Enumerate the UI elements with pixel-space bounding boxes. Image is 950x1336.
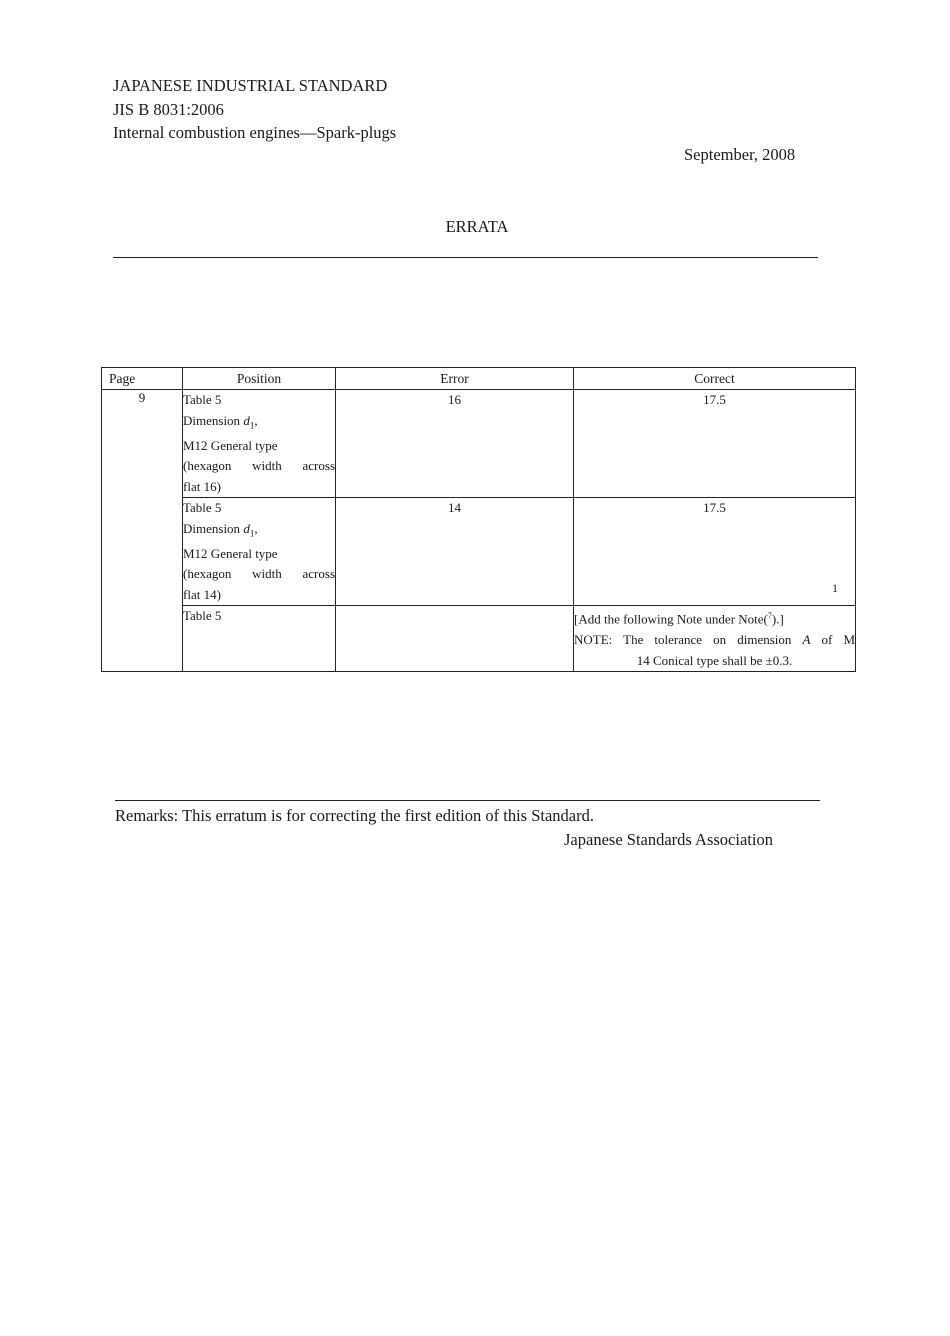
position-line: flat 16) <box>183 478 221 494</box>
correct-line: 14 Conical type shall be ±0.3. <box>636 652 793 668</box>
position-cell <box>183 606 336 672</box>
table-row <box>102 606 856 672</box>
column-header-position: Position <box>183 368 336 390</box>
page-number-cell: 9 <box>102 390 183 672</box>
page-title: ERRATA <box>445 217 509 236</box>
dimension-symbol: d <box>243 412 250 428</box>
table-header-row <box>102 368 856 390</box>
margin-mark: 1 <box>832 581 838 595</box>
remarks-text: Remarks: This erratum is for correcting the first edition of this Standard. <box>115 806 594 825</box>
standard-title: Internal combustion engines—Spark-plugs <box>113 123 397 142</box>
dimension-label: Dimension d <box>183 520 250 536</box>
divider-bottom <box>115 800 820 801</box>
position-line: Dimension $d_1$, <box>183 520 258 539</box>
position-line: Table 5 <box>183 608 222 624</box>
errata-table <box>101 367 856 672</box>
error-cell: 16 <box>336 390 574 498</box>
position-line: Dimension $d_1$, <box>183 412 258 431</box>
correct-cell <box>574 606 856 672</box>
dimension-label: Dimension d <box>183 412 250 428</box>
correct-line: NOTE: The tolerance on dimension A of M <box>574 632 855 648</box>
position-line: Table 5 <box>183 500 222 516</box>
position-line: flat 14) <box>183 586 221 602</box>
divider-top <box>113 257 818 258</box>
position-cell <box>183 390 336 498</box>
correct-cell: 17.5 <box>574 390 856 498</box>
dimension-subscript: 1 <box>249 528 255 539</box>
position-line: M12 General type <box>183 437 278 453</box>
column-header-page: Page <box>102 368 183 390</box>
header-line-1: JAPANESE INDUSTRIAL STANDARD <box>113 76 388 95</box>
error-cell: 14 <box>336 498 574 606</box>
table-row <box>102 390 856 498</box>
position-line: (hexagon width across <box>183 458 335 474</box>
issuing-organization: Japanese Standards Association <box>564 830 773 849</box>
dimension-symbol: d <box>243 520 250 536</box>
dimension-subscript: 1 <box>249 420 255 431</box>
correct-line: [Add the following Note under Note($^7$).] <box>574 611 784 627</box>
error-cell <box>336 606 574 672</box>
position-line: Table 5 <box>183 392 222 407</box>
position-line: (hexagon width across <box>183 566 335 582</box>
position-cell <box>183 498 336 606</box>
position-line: M12 General type <box>183 545 278 561</box>
column-header-correct: Correct <box>574 368 856 390</box>
correct-cell: 17.5 <box>574 498 856 606</box>
note-reference: 7 <box>767 611 772 621</box>
column-header-error: Error <box>336 368 574 390</box>
errata-date: September, 2008 <box>684 145 796 164</box>
dimension-symbol: A <box>802 632 811 648</box>
table-row <box>102 498 856 606</box>
standard-number: JIS B 8031:2006 <box>113 100 224 119</box>
